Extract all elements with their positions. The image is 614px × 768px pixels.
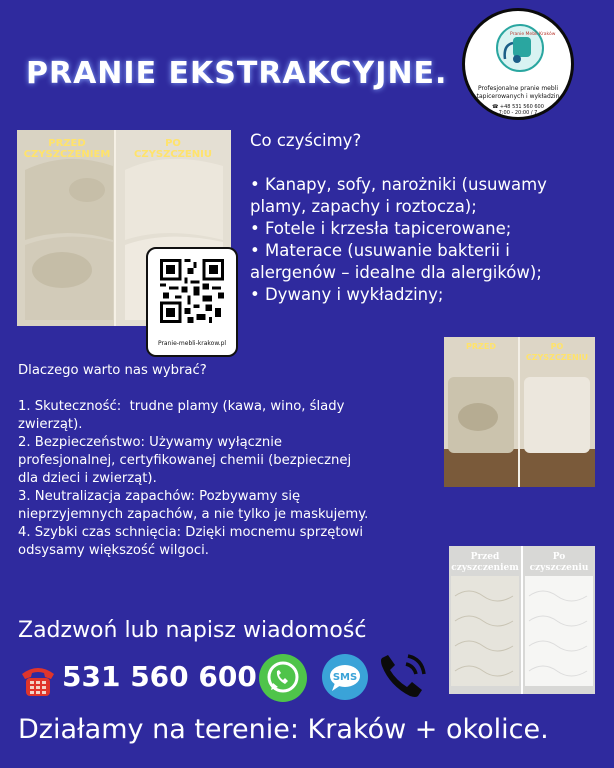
phone-call-icon[interactable] <box>376 652 432 700</box>
benefits-line: odsysamy większość wilgoci. <box>18 543 209 558</box>
sms-label: SMS <box>332 672 358 683</box>
benefits-line: dla dzieci i zwierząt). <box>18 471 157 486</box>
benefits-line: 3. Neutralizacja zapachów: Pozbywamy się <box>18 489 301 504</box>
telephone-icon <box>18 662 58 698</box>
contact-label: Zadzwoń lub napisz wiadomość <box>18 618 367 643</box>
mattress-before-label: Przed czyszczeniem <box>451 552 519 573</box>
cushion-before-label: PRZED <box>466 342 496 351</box>
benefits-section <box>18 362 443 560</box>
services-line: • Materace (usuwanie bakterii i <box>250 241 510 260</box>
benefits-line: 4. Szybki czas schnięcia: Dzięki mocnemu sprzętowi <box>18 525 364 540</box>
logo-line-1: Profesjonalne pranie mebli <box>477 85 559 92</box>
couch-after-label: PO CZYSZCZENIU <box>134 138 212 160</box>
services-section <box>250 130 602 306</box>
benefits-line: 1. Skuteczność: trudne plamy (kawa, wino, ślady <box>18 399 345 414</box>
company-logo <box>462 8 574 120</box>
page-title: PRANIE EKSTRAKCYJNE. <box>26 56 448 91</box>
services-line: • Dywany i wykładziny; <box>250 285 444 304</box>
mattress-after-label: Po czyszczeniu <box>529 552 589 573</box>
services-line: plamy, zapachy i roztocza); <box>250 197 477 216</box>
qr-code-card[interactable] <box>146 247 238 357</box>
couch-before-label: PRZED CZYSZCZENIEM <box>23 138 111 160</box>
services-line: • Kanapy, sofy, narożniki (usuwamy <box>250 175 547 194</box>
service-area: Działamy na terenie: Kraków + okolice. <box>18 714 549 745</box>
mattress-before-after-photo <box>449 546 595 694</box>
vacuum-cleaner-icon <box>495 23 556 73</box>
phone-number[interactable]: 531 560 600 <box>62 660 257 693</box>
logo-phone: ☎ +48 531 560 600 <box>492 104 544 110</box>
logo-line-2: tapicerowanych i wykładzin <box>476 93 560 100</box>
logo-brand-text: Pranie Mebli Kraków <box>510 32 556 37</box>
qr-code-icon <box>160 259 224 323</box>
benefits-heading: Dlaczego warto nas wybrać? <box>18 363 207 378</box>
benefits-line: zwierząt). <box>18 417 83 432</box>
logo-hours: 7:00 - 20:00 / 7 <box>498 110 538 116</box>
sms-icon[interactable] <box>321 653 369 701</box>
whatsapp-icon[interactable] <box>258 653 308 703</box>
services-line: • Fotele i krzesła tapicerowane; <box>250 219 512 238</box>
benefits-line: 2. Bezpieczeństwo: Używamy wyłącznie <box>18 435 282 450</box>
cushion-before-after-photo <box>444 337 595 487</box>
benefits-line: profesjonalnej, certyfikowanej chemii (bezpiecznej <box>18 453 352 468</box>
qr-caption: Pranie-mebli-krakow.pl <box>157 340 227 347</box>
cushion-after-label: PO CZYSZCZENIU <box>525 342 589 362</box>
services-heading: Co czyścimy? <box>250 131 362 150</box>
services-line: alergenów – idealne dla alergików); <box>250 263 542 282</box>
benefits-line: nieprzyjemnych zapachów, a nie tylko je maskujemy. <box>18 507 369 522</box>
